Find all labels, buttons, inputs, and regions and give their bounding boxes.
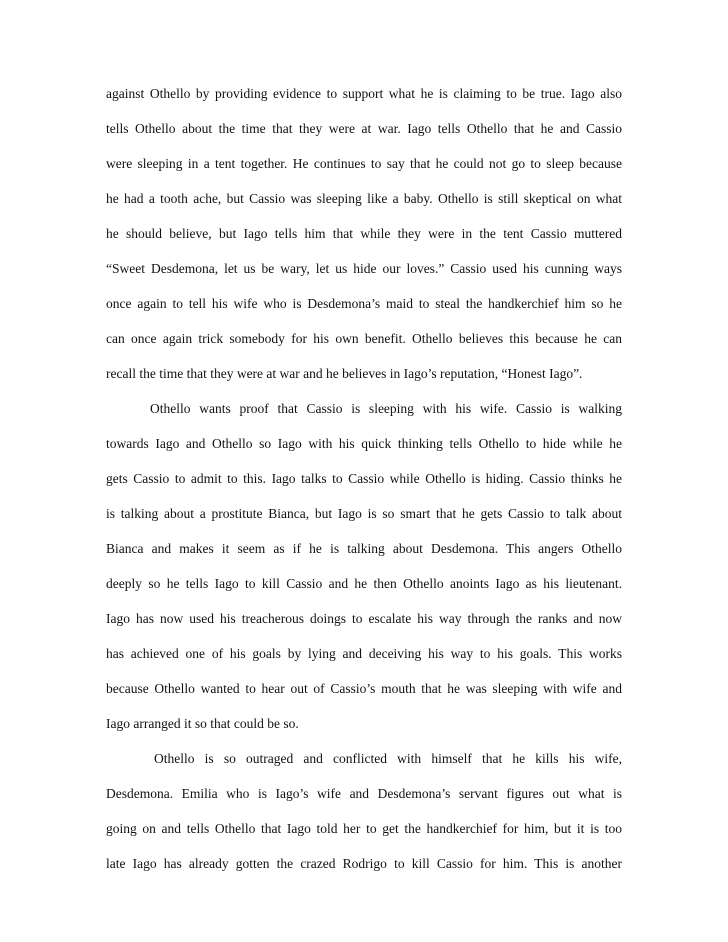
text-line: deeply so he tells Iago to kill Cassio and he then Othello anoints Iago as his lieutenant. bbox=[106, 576, 622, 591]
text-line: Iago arranged it so that could be so. bbox=[106, 716, 299, 731]
text-line: against Othello by providing evidence to support what he is claiming to be true. Iago also bbox=[106, 86, 622, 101]
text-line: he should believe, but Iago tells him that while they were in the tent Cassio muttered bbox=[106, 226, 622, 241]
text-line: going on and tells Othello that Iago told her to get the handkerchief for him, but it is too bbox=[106, 821, 622, 836]
text-line: tells Othello about the time that they were at war. Iago tells Othello that he and Cassio bbox=[106, 121, 622, 136]
text-line: has achieved one of his goals by lying and deceiving his way to his goals. This works bbox=[106, 646, 622, 661]
text-line: gets Cassio to admit to this. Iago talks to Cassio while Othello is hiding. Cassio thinks he bbox=[106, 471, 622, 486]
paragraph-start-line: Othello is so outraged and conflicted with himself that he kills his wife, bbox=[154, 751, 622, 766]
text-line: Desdemona. Emilia who is Iago’s wife and Desdemona’s servant figures out what is bbox=[106, 786, 622, 801]
text-line: he had a tooth ache, but Cassio was sleeping like a baby. Othello is still skeptical on what bbox=[106, 191, 622, 206]
text-line: were sleeping in a tent together. He continues to say that he could not go to sleep because bbox=[106, 156, 622, 171]
text-line: once again to tell his wife who is Desdemona’s maid to steal the handkerchief him so he bbox=[106, 296, 622, 311]
essay-body bbox=[106, 84, 622, 889]
text-line: Iago has now used his treacherous doings to escalate his way through the ranks and now bbox=[106, 611, 622, 626]
text-line: Bianca and makes it seem as if he is talking about Desdemona. This angers Othello bbox=[106, 541, 622, 556]
text-line: towards Iago and Othello so Iago with his quick thinking tells Othello to hide while he bbox=[106, 436, 622, 451]
text-line: “Sweet Desdemona, let us be wary, let us hide our loves.” Cassio used his cunning ways bbox=[106, 261, 622, 276]
text-line: late Iago has already gotten the crazed Rodrigo to kill Cassio for him. This is another bbox=[106, 856, 622, 871]
text-line: because Othello wanted to hear out of Cassio’s mouth that he was sleeping with wife and bbox=[106, 681, 622, 696]
text-line: is talking about a prostitute Bianca, but Iago is so smart that he gets Cassio to talk about bbox=[106, 506, 622, 521]
text-line: recall the time that they were at war and he believes in Iago’s reputation, “Honest Iago”. bbox=[106, 366, 583, 381]
paragraph-start-line: Othello wants proof that Cassio is sleeping with his wife. Cassio is walking bbox=[150, 401, 622, 416]
text-line: can once again trick somebody for his own benefit. Othello believes this because he can bbox=[106, 331, 622, 346]
